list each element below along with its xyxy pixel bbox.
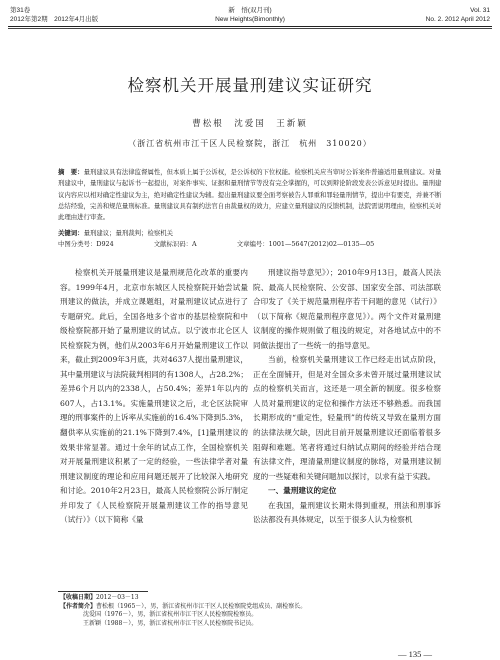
article-title: 检察机关开展量刑建议实证研究 — [127, 76, 373, 95]
received-label: 【收稿日期】 — [60, 594, 97, 601]
volume-label: 第31卷 — [10, 7, 31, 14]
author-note-2: 沈爱国（1976－），男，浙江省杭州市江干区人民检察院检察员。 — [83, 611, 258, 619]
document-code: 文献标识码：A — [153, 240, 197, 248]
journal-name-en: New Heights(Bimonthly) — [215, 16, 285, 23]
article-number: 文章编号：1001—5647(2012)02—0135—05 — [236, 240, 375, 248]
author-affiliation: （浙江省杭州市江干区人民检察院，浙江 杭州 310020） — [128, 139, 372, 148]
journal-name-cn: 新 悟(双月刊) — [228, 7, 272, 14]
header-rule — [8, 26, 492, 27]
body-paragraph: 刑建议指导意见》）；2010年9月13日，最高人民法院、最高人民检察院、公安部、国家安全部、司法部联合印发了《关于规范量刑程序若干问题的意见（试行）》（以下简称《规范量刑程序意见》）。两个文件对量刑建议制度的操作规则做了粗浅的规定，对各地试点中的不同做法提出了一些统一的指导意见。 — [253, 268, 441, 350]
body-column-right — [253, 266, 441, 528]
author-note-text: 曹松根（1965－），男，浙江省杭州市江干区人民检察院党组成员、副检察长。 — [96, 602, 307, 610]
clc-number: 中图分类号：D924 — [58, 240, 114, 248]
issue-label-en: No. 2. 2012 April 2012 — [425, 16, 490, 23]
footnote-rule — [58, 591, 148, 592]
journal-volume-info-en — [320, 6, 490, 24]
keywords-text: 量刑建议；量刑裁判；检察机关 — [83, 229, 174, 237]
body-paragraph: 在我国，量刑建议长期未得到重视，刑法和刑事诉讼法都没有具体规定，以至于很多人认为检察机 — [253, 500, 441, 525]
keywords-label: 关键词： — [58, 229, 84, 237]
author-note-label: 【作者简介】 — [60, 602, 97, 610]
author-note-1 — [60, 603, 440, 612]
journal-name — [180, 6, 320, 24]
issue-label: 2012年第2期 2012年4月出版 — [10, 16, 99, 23]
header-rule-thin — [8, 28, 492, 29]
body-column-left — [60, 266, 248, 528]
classification-line — [58, 240, 443, 249]
author-note-3: 王新颖（1988－），男，浙江省杭州市江干区人民检察院书记员。 — [83, 619, 258, 627]
abstract-label: 摘 要： — [58, 168, 84, 176]
section-heading: 一、量刑建议的定位 — [268, 486, 337, 496]
body-paragraph: 当前，检察机关量刑建议工作已经走出试点阶段，正在全面铺开，但是对全国众多未曾开展过量刑建议试点的检察机关而言，这还是一项全新的制度。很多检察人员对量刑建议的定位和操作方法还不够熟悉。而我国长期形成的“重定性，轻量刑”的传统又导致在量刑方面的法律法规欠缺，因此目前开展量刑建议还面临着很多阻碍和难题。笔者将通过归纳试点期间的经验并结合现有法律文件，理清量刑建议制度的脉络，对量刑建议制度的一些疑难和关键问题加以探讨，以求有益于实践。 — [253, 355, 441, 481]
page-number: — 135 — — [398, 649, 432, 659]
received-value: 2012－03－13 — [96, 594, 139, 601]
received-date — [60, 594, 440, 603]
footnotes — [60, 594, 440, 628]
abstract-text: 量刑建议具有法律监督属性，但本质上属于公诉权，是公诉权的下位权能。检察机关应当审时公诉案件普遍适用量刑建议。对量刑建议中，量刑建议与起诉书一起提出，对案件事实、证据和量刑情节等没有完全掌握的，可以到辩论阶段发表公诉意见时提出。量刑建议内容应以相对确定性建议为主，绝对确定性建议为辅。提出量刑建议要全面考察被告人罪重和罪轻量刑情节，提出中有要克，并兼不断总结经验，完善和规范量刑标准。量刑建议具有制约法官自由裁量权的效力，应建立量刑建议的反馈机制，法院需说明理由，检察机关对此理由进行审查。 — [58, 168, 442, 222]
journal-volume-info — [10, 6, 180, 24]
abstract — [58, 167, 443, 223]
article-authors: 曹松根 沈爱国 王新颖 — [192, 119, 308, 129]
keywords — [58, 229, 443, 238]
volume-label-en: Vol. 31 — [470, 7, 490, 14]
body-paragraph: 检察机关开展量刑建议是量刑规范化改革的重要内容。1999年4月，北京市东城区人民检察院开始尝试量刑建议的做法，并成立课题组，对量刑建议试点进行了专题研究。此后，全国各地多个省市的基层检察院和中级检察院都开始了量刑建议的试点。以宁波市北仑区人民检察院为例，他们从2003年6月开始量刑建议工作以来，截止到2009年3月底，共对4637人提出量刑建议，其中量刑建议与法院裁判相同的有1308人，占28.2%；差异6个月以内的2338人，占50.4%；差异1年以内的607人，占13.1%。实施量刑建议之后，北仑区法院审理的刑事案件的上诉率从实施前的16.4%下降到5.3%，翻供率从实施前的21.1%下降到7.4%，[1]量刑建议的效果非常显著。通过十余年的试点工作，全国检察机关对开展量刑建议积累了一定的经验，一些法律学者对量刑建议制度的理论和应用问题还展开了比较深入地研究和讨论。2010年2月23日，最高人民检察院公诉厅制定并印发了《人民检察院开展量刑建议工作的指导意见（试行）》（以下简称《量 — [60, 268, 248, 525]
